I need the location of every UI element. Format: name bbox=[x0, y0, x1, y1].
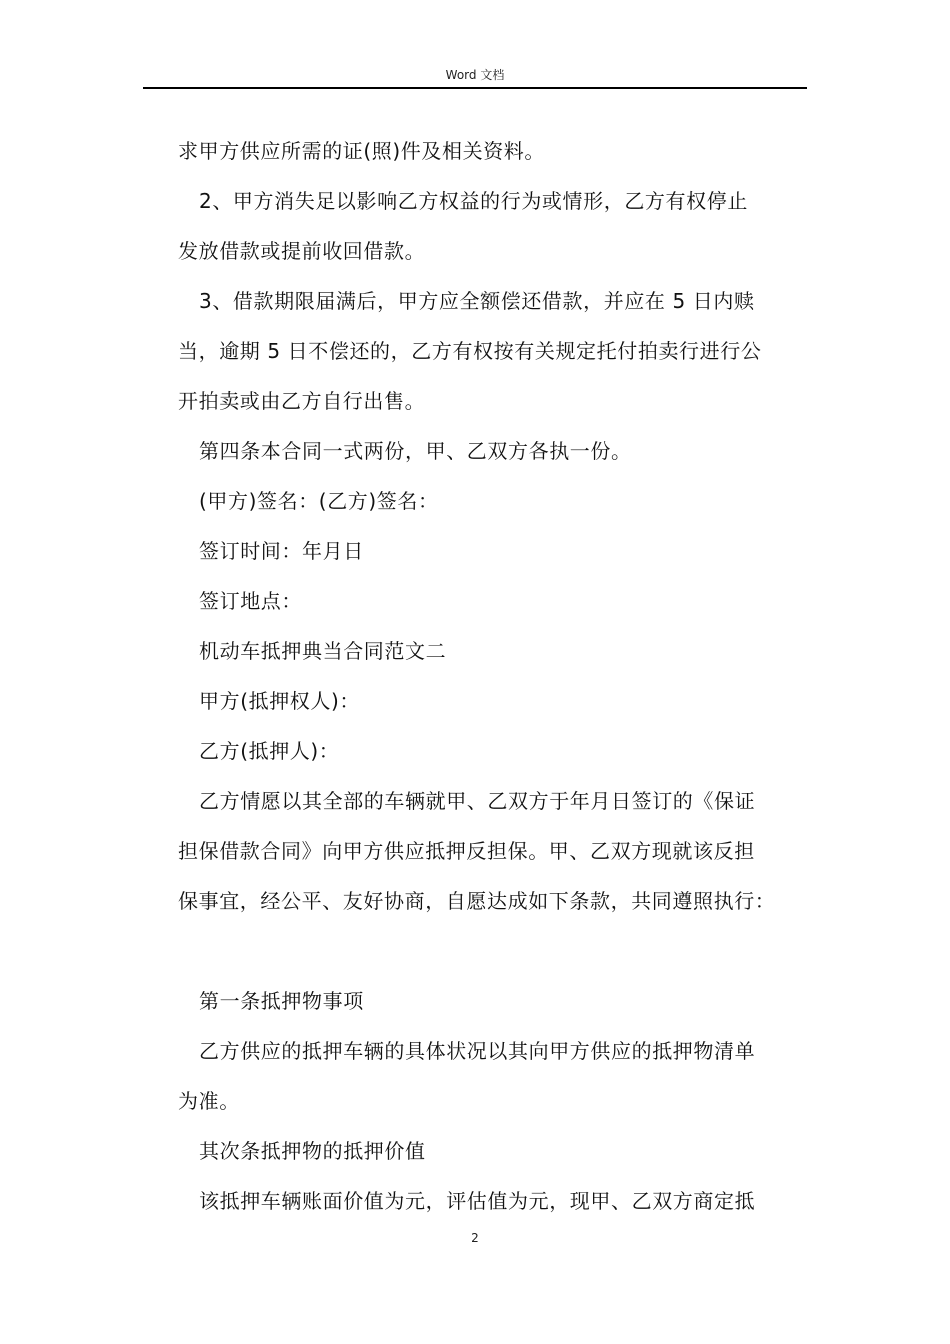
header-divider bbox=[143, 87, 807, 89]
signing-date-line: 签订时间：年月日 bbox=[199, 539, 364, 563]
article-heading: 第一条抵押物事项 bbox=[199, 989, 364, 1013]
article-heading: 其次条抵押物的抵押价值 bbox=[199, 1139, 426, 1163]
body-line: 乙方情愿以其全部的车辆就甲、乙双方于年月日签订的《保证 bbox=[199, 789, 756, 813]
body-line: 保事宜，经公平、友好协商，自愿达成如下条款，共同遵照执行： bbox=[178, 889, 776, 913]
party-a-line: 甲方(抵押权人)： bbox=[199, 689, 361, 713]
page-number: 2 bbox=[471, 1231, 479, 1245]
signature-line: (甲方)签名：(乙方)签名： bbox=[199, 489, 439, 513]
body-line: 第四条本合同一式两份，甲、乙双方各执一份。 bbox=[199, 439, 632, 463]
body-line: 当，逾期 5 日不偿还的，乙方有权按有关规定托付拍卖行进行公 bbox=[178, 339, 762, 363]
blank-line bbox=[178, 926, 818, 976]
body-line: 开拍卖或由乙方自行出售。 bbox=[178, 389, 426, 413]
body-line: 3、借款期限届满后，甲方应全额偿还借款，并应在 5 日内赎 bbox=[199, 289, 755, 313]
body-line: 乙方供应的抵押车辆的具体状况以其向甲方供应的抵押物清单 bbox=[199, 1039, 756, 1063]
section-title: 机动车抵押典当合同范文二 bbox=[199, 639, 447, 663]
body-line: 担保借款合同》向甲方供应抵押反担保。甲、乙双方现就该反担 bbox=[178, 839, 755, 863]
party-b-line: 乙方(抵押人)： bbox=[199, 739, 340, 763]
body-line: 2、甲方消失足以影响乙方权益的行为或情形，乙方有权停止 bbox=[199, 189, 748, 213]
body-line: 求甲方供应所需的证(照)件及相关资料。 bbox=[178, 139, 546, 163]
document-body bbox=[178, 126, 818, 1226]
body-line: 为准。 bbox=[178, 1089, 240, 1113]
page-header-title: Word 文档 bbox=[445, 68, 505, 82]
body-line: 该抵押车辆账面价值为元，评估值为元，现甲、乙双方商定抵 bbox=[199, 1189, 756, 1213]
body-line: 发放借款或提前收回借款。 bbox=[178, 239, 426, 263]
signing-place-line: 签订地点： bbox=[199, 589, 302, 613]
